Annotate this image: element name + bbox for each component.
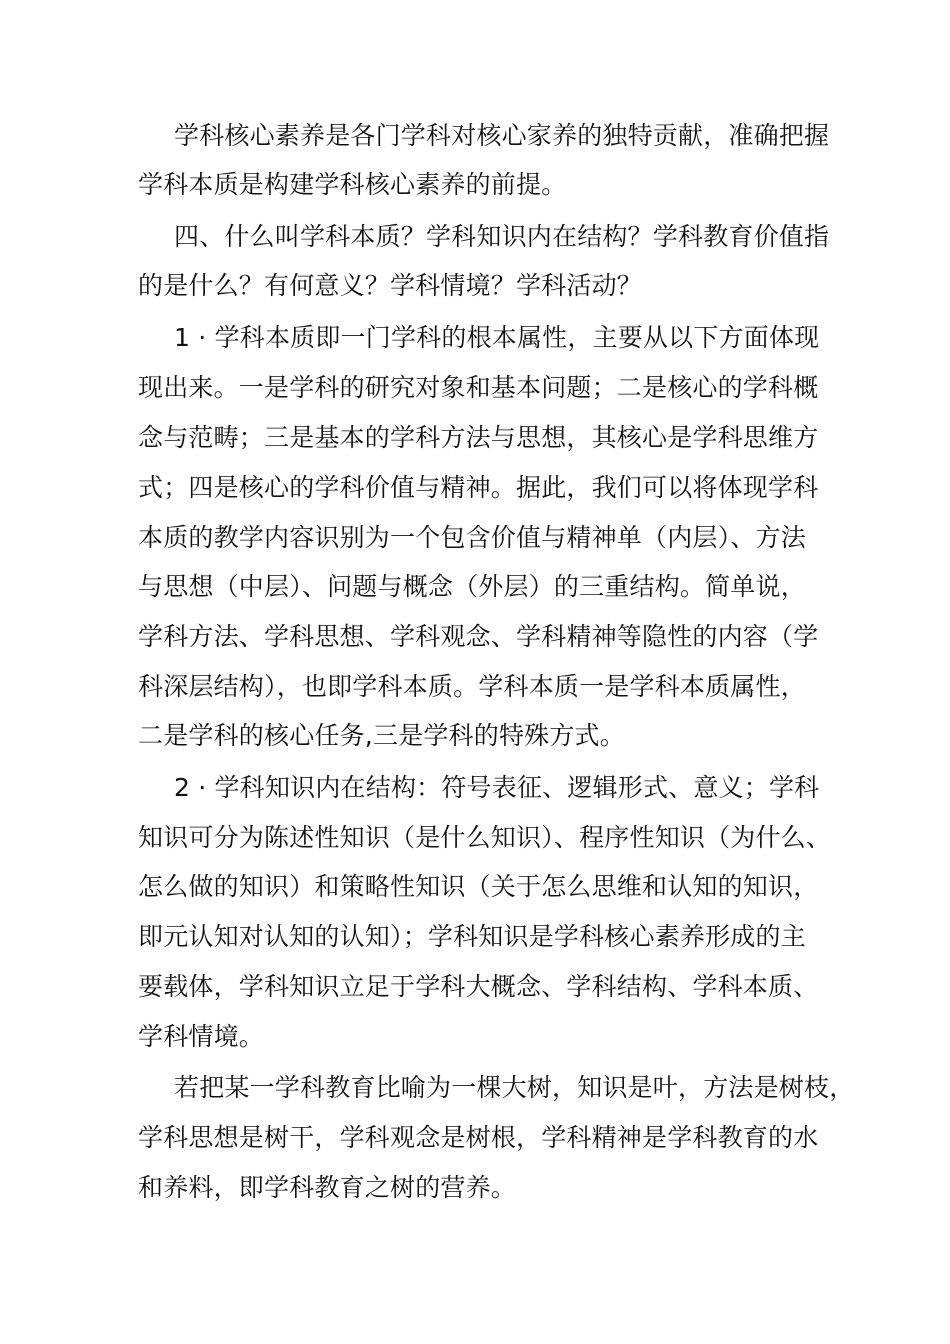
paragraph-5-line-2: 学科思想是树干，学科观念是树根，学科精神是学科教育的水	[138, 1123, 819, 1152]
paragraph-3-line-5: 本质的教学内容识别为一个包含价值与精神单（内层）、方法	[138, 523, 806, 552]
paragraph-4-line-2: 知识可分为陈述性知识（是什么知识）、程序性知识（为什么、	[138, 823, 832, 852]
paragraph-5-line-1: 若把某一学科教育比喻为一棵大树，知识是叶，方法是树枝，	[174, 1073, 855, 1102]
paragraph-3-line-8: 科深层结构），也即学科本质。学科本质一是学科本质属性，	[138, 672, 806, 701]
paragraph-1-line-1: 学科核心素养是各门学科对核心家养的独特贡献，准确把握	[174, 121, 830, 150]
paragraph-4-line-6: 学科情境。	[138, 1022, 265, 1051]
paragraph-4-line-1: 2 · 学科知识内在结构：符号表征、逻辑形式、意义；学科	[174, 773, 820, 802]
paragraph-3-line-3: 念与范畴；三是基本的学科方法与思想，其核心是学科思维方	[138, 423, 819, 452]
paragraph-4-line-5: 要载体，学科知识立足于学科大概念、学科结构、学科本质、	[138, 972, 819, 1001]
paragraph-5-line-3: 和养料，即学科教育之树的营养。	[138, 1173, 517, 1202]
paragraph-3-line-6: 与思想（中层）、问题与概念（外层）的三重结构。简单说，	[138, 572, 806, 601]
paragraph-1-line-2: 学科本质是构建学科核心素养的前提。	[138, 170, 567, 199]
paragraph-4-line-4: 即元认知对认知的认知）；学科知识是学科核心素养形成的主	[138, 922, 806, 951]
paragraph-4-line-3: 怎么做的知识）和策略性知识（关于怎么思维和认知的知识，	[138, 872, 819, 901]
paragraph-3-line-7: 学科方法、学科思想、学科观念、学科精神等隐性的内容（学	[138, 622, 819, 651]
paragraph-3-line-4: 式；四是核心的学科价值与精神。据此，我们可以将体现学科	[138, 473, 819, 502]
paragraph-3-line-9: 二是学科的核心任务,三是学科的特殊方式。	[138, 721, 625, 750]
paragraph-2-line-1: 四、什么叫学科本质？学科知识内在结构？学科教育价值指	[174, 222, 830, 251]
paragraph-2-line-2: 的是什么？有何意义？学科情境？学科活动？	[138, 271, 643, 300]
paragraph-3-line-2: 现出来。一是学科的研究对象和基本问题；二是核心的学科概	[138, 373, 819, 402]
paragraph-3-line-1: 1 · 学科本质即一门学科的根本属性，主要从以下方面体现	[174, 323, 820, 352]
